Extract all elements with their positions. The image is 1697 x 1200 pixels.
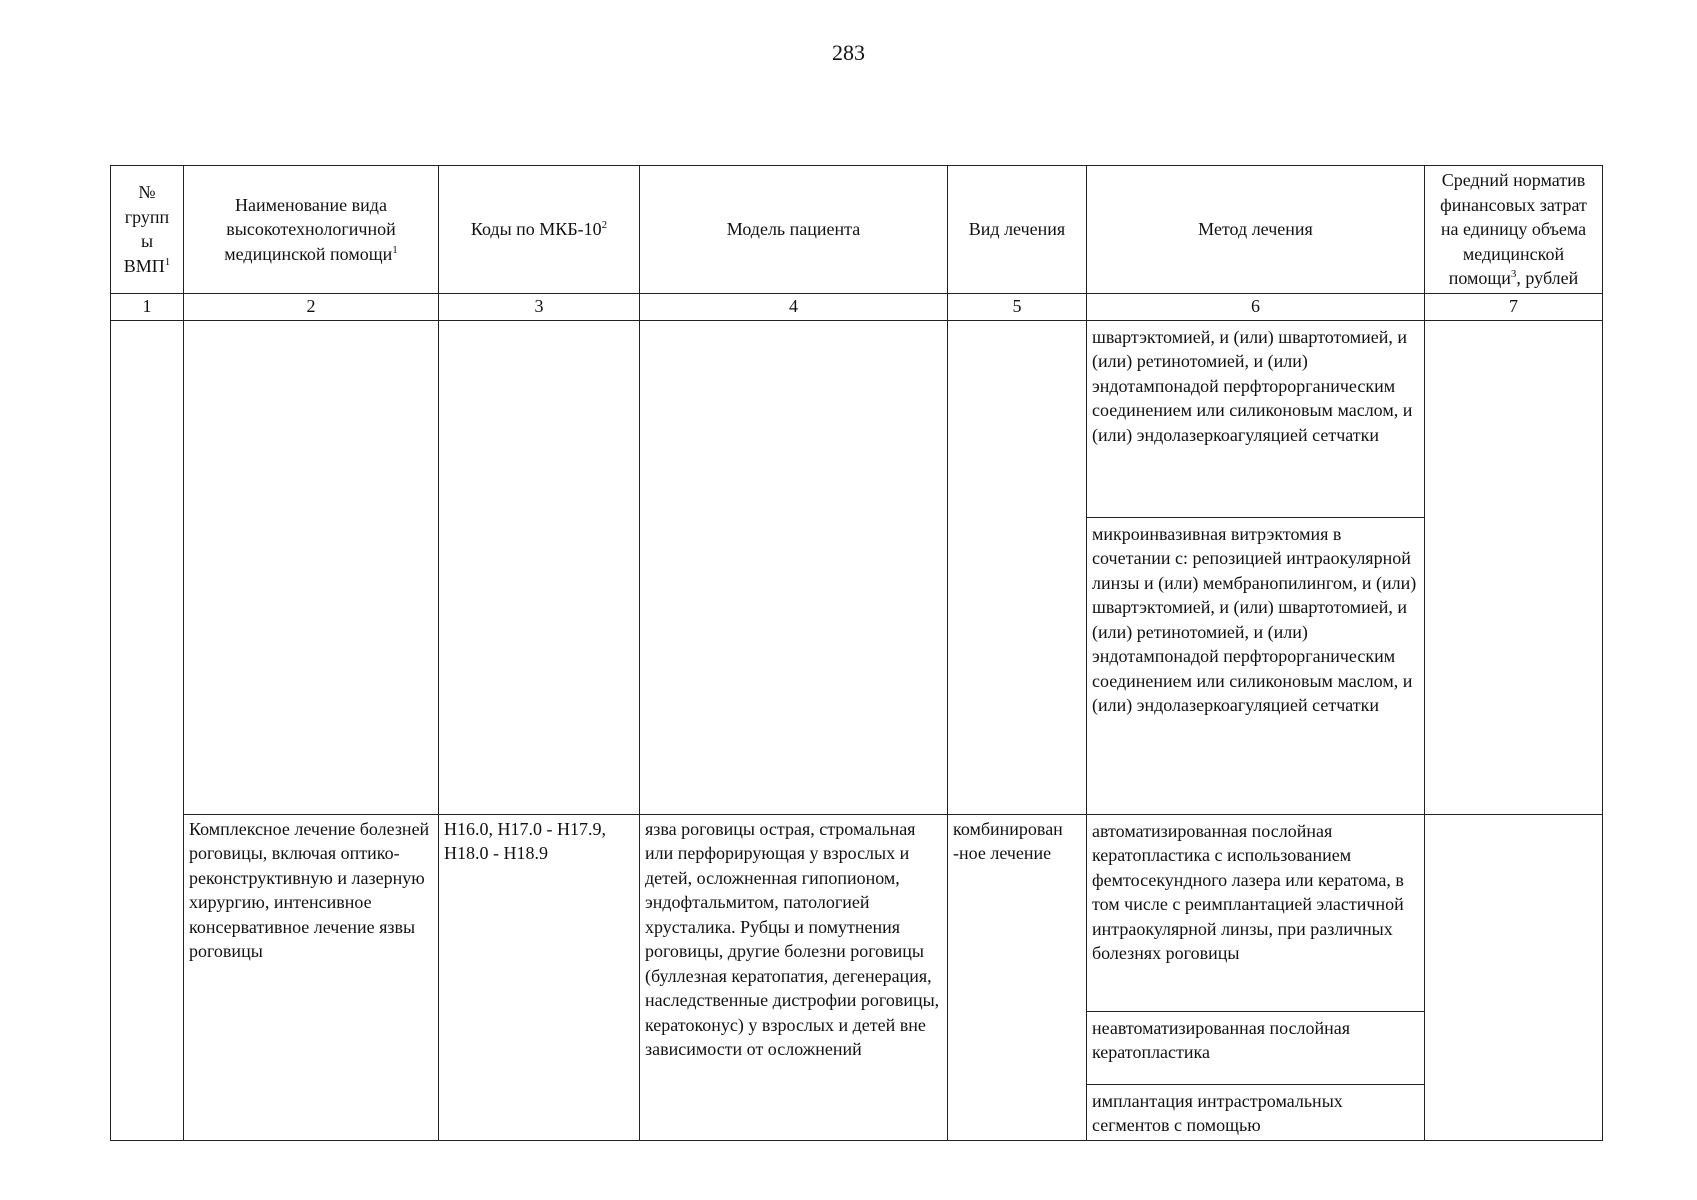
column-number: 4 (640, 293, 948, 320)
cost-standard-cell (1425, 320, 1603, 814)
header-treatment-type: Вид лечения (948, 166, 1087, 294)
header-icd-codes: Коды по МКБ-$10^2$ (439, 166, 640, 294)
column-number: 2 (184, 293, 439, 320)
care-type-cell (184, 320, 439, 814)
column-number: 6 (1087, 293, 1425, 320)
treatment-type-cell (948, 320, 1087, 814)
care-type-cell: Комплексное лечение болезней роговицы, включая оптико-реконструктивную и лазерную хирургию, интенсивное консервативное лечение язвы роговицы (184, 814, 439, 1140)
column-number: 3 (439, 293, 640, 320)
icd-codes-cell: H16.0, H17.0 - H17.9, H18.0 - H18.9 (439, 814, 640, 1140)
group-number-cell (111, 320, 184, 1140)
treatment-type-cell: комбинирован -ное лечение (948, 814, 1087, 1140)
treatment-method-cell: микроинвазивная витрэктомия в сочетании с: репозицией интраокулярной линзы и (или) мембранопилингом, и (или) швартэктомией, и (или) швартотомией, и (или) ретинотомией, и (или) эндотампонадой перфторорганическим соединением или силиконовым маслом, и (или) эндолазеркоагуляцией сетчатки (1087, 517, 1425, 814)
patient-model-cell: язва роговицы острая, стромальная или перфорирующая у взрослых и детей, осложненная гипопионом, эндофтальмитом, патологией хрусталика. Рубцы и помутнения роговицы, другие болезни роговицы (буллезная кератопатия, дегенерация, наследственные дистрофии роговицы, кератоконус) у взрослых и детей вне зависимости от осложнений (640, 814, 948, 1140)
header-row (111, 166, 1603, 294)
cost-standard-cell (1425, 814, 1603, 1140)
patient-model-cell (640, 320, 948, 814)
table-row (111, 320, 1603, 517)
header-group-number: № групп ы ВМП$^1$ (111, 166, 184, 294)
vmp-table (110, 165, 1603, 1141)
table-row (111, 814, 1603, 1011)
column-number: 7 (1425, 293, 1603, 320)
header-treatment-method: Метод лечения (1087, 166, 1425, 294)
column-number-row (111, 293, 1603, 320)
header-cost-standard: Средний норматив финансовых затрат на единицу объема медицинской помощи$^3$, рублей (1425, 166, 1603, 294)
page-number: 283 (832, 40, 865, 65)
header-patient-model: Модель пациента (640, 166, 948, 294)
treatment-method-cell: имплантация интрастромальных сегментов с помощью (1087, 1084, 1425, 1140)
icd-codes-cell (439, 320, 640, 814)
treatment-method-cell: неавтоматизированная послойная кератопластика (1087, 1011, 1425, 1084)
treatment-method-cell: швартэктомией, и (или) швартотомией, и (или) ретинотомией, и (или) эндотампонадой перфторорганическим соединением или силиконовым маслом, и (или) эндолазеркоагуляцией сетчатки (1087, 320, 1425, 517)
column-number: 5 (948, 293, 1087, 320)
treatment-method-cell: автоматизированная послойная кератопластика с использованием фемтосекундного лазера или кератома, в том числе с реимплантацией эластичной интраокулярной линзы, при различных болезнях роговицы (1087, 814, 1425, 1011)
column-number: 1 (111, 293, 184, 320)
header-care-type-name: Наименование вида высокотехнологичной медицинской помощи$^1$ (184, 166, 439, 294)
